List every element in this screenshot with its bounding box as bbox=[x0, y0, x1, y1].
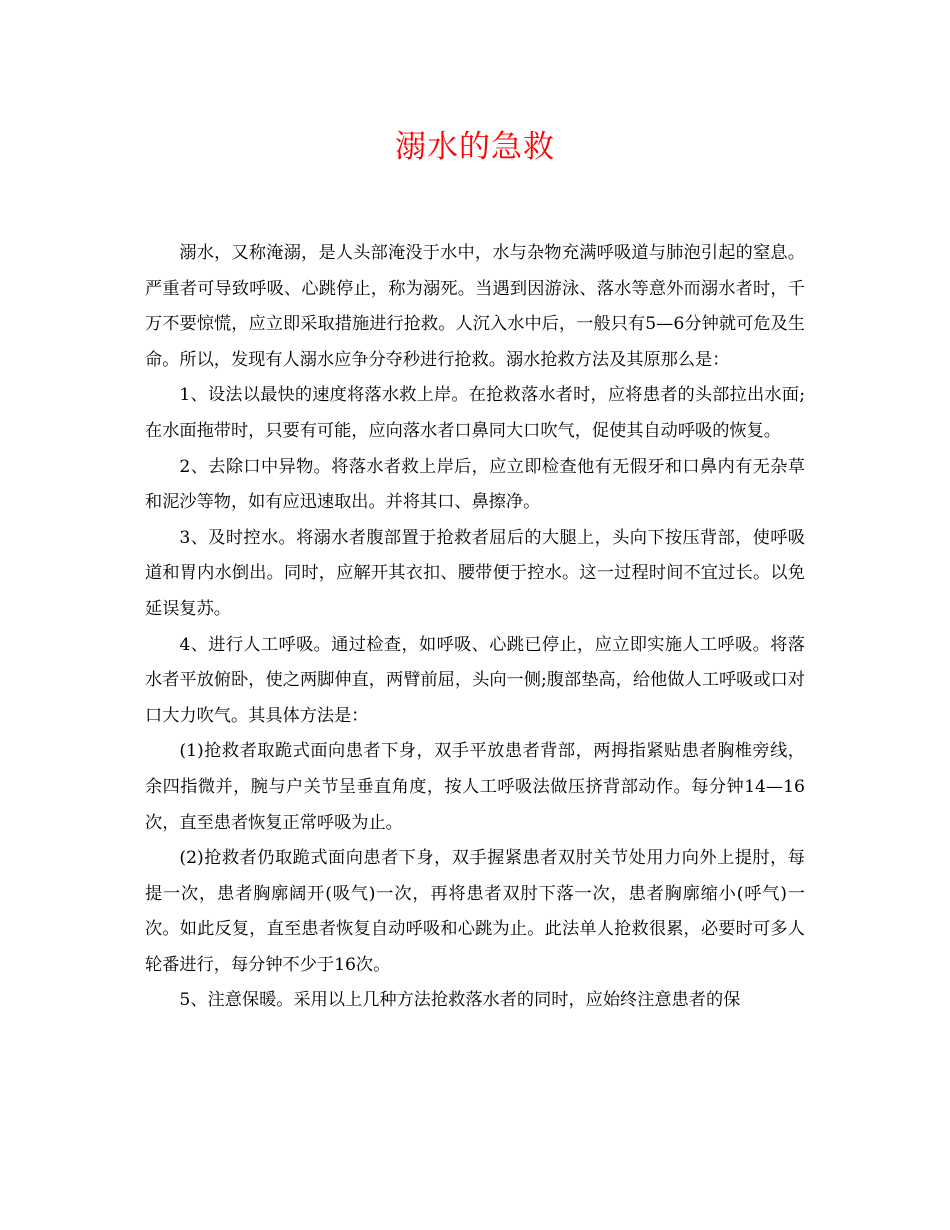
method-1-paragraph: (1)抢救者取跪式面向患者下身，双手平放患者背部，两拇指紧贴患者胸椎旁线，余四指微并，腕与户关节呈垂直角度，按人工呼吸法做压挤背部动作。每分钟14—16次，直至患者恢复正常呼吸为止。 bbox=[145, 741, 805, 833]
intro-paragraph: 溺水，又称淹溺，是人头部淹没于水中，水与杂物充满呼吸道与肺泡引起的窒息。严重者可导致呼吸、心跳停止，称为溺死。当遇到因游泳、落水等意外而溺水者时，千万不要惊慌，应立即采取措施进行抢救。人沉入水中后，一般只有5—6分钟就可危及生命。所以，发现有人溺水应争分夺秒进行抢救。溺水抢救方法及其原那么是： bbox=[145, 243, 805, 370]
step-4-paragraph: 4、进行人工呼吸。通过检查，如呼吸、心跳已停止，应立即实施人工呼吸。将落水者平放俯卧，使之两脚伸直，两臂前屈，头向一侧;腹部垫高，给他做人工呼吸或口对口大力吹气。其具体方法是： bbox=[145, 634, 805, 726]
step-1-paragraph: 1、设法以最快的速度将落水救上岸。在抢救落水者时，应将患者的头部拉出水面;在水面拖带时，只要有可能，应向落水者口鼻同大口吹气，促使其自动呼吸的恢复。 bbox=[145, 385, 805, 441]
method-2-paragraph: (2)抢救者仍取跪式面向患者下身，双手握紧患者双肘关节处用力向外上提肘，每提一次，患者胸廓阔开(吸气)一次，再将患者双肘下落一次，患者胸廓缩小(呼气)一次。如此反复，直至患者恢复自动呼吸和心跳为止。此法单人抢救很累，必要时可多人轮番进行，每分钟不少于16次。 bbox=[145, 848, 805, 975]
step-3-paragraph: 3、及时控水。将溺水者腹部置于抢救者屈后的大腿上，头向下按压背部，使呼吸道和胃内水倒出。同时，应解开其衣扣、腰带便于控水。这一过程时间不宜过长。以免延误复苏。 bbox=[145, 527, 805, 619]
document-body bbox=[145, 236, 805, 1019]
document-title: 溺水的急救 bbox=[395, 129, 555, 165]
step-5-paragraph: 5、注意保暖。采用以上几种方法抢救落水者的同时，应始终注意患者的保 bbox=[179, 990, 741, 1011]
step-2-paragraph: 2、去除口中异物。将落水者救上岸后，应立即检查他有无假牙和口鼻内有无杂草和泥沙等物，如有应迅速取出。并将其口、鼻擦净。 bbox=[145, 456, 805, 513]
